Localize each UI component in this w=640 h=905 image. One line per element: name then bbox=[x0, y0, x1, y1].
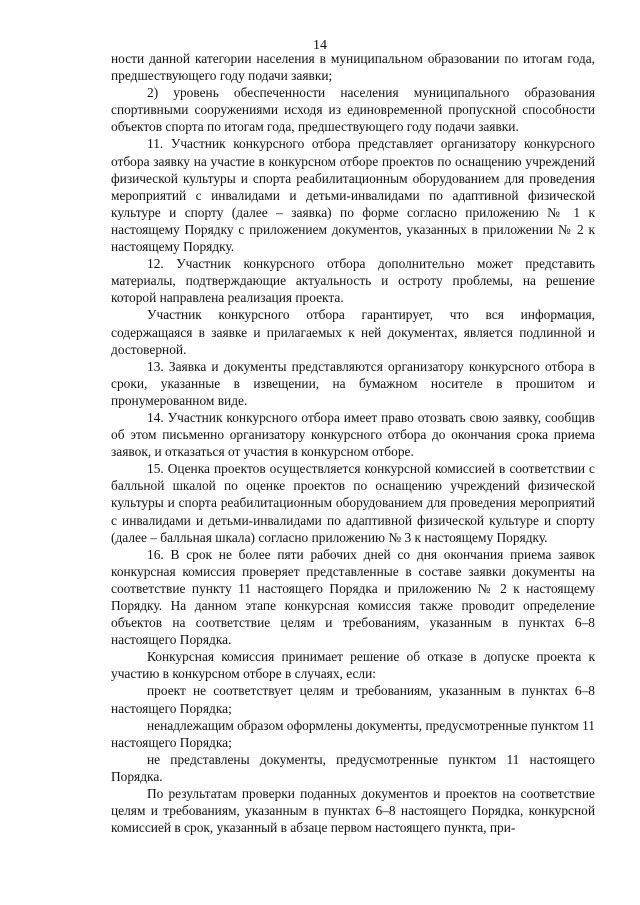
paragraph: 2) уровень обеспеченности населения муниципального образования спортивными сооружениями исходя из единовременной пропускной способности объектов спорта по итогам года, предшествующего году подачи заявки. bbox=[111, 85, 595, 135]
paragraph: ненадлежащим образом оформлены документы, предусмотренные пунктом 11 настоящего Порядка; bbox=[111, 717, 595, 750]
paragraph: проект не соответствует целям и требованиям, указанным в пунктах 6–8 настоящего Порядка; bbox=[111, 683, 595, 716]
paragraph: не представлены документы, предусмотренные пунктом 11 настоящего Порядка. bbox=[111, 751, 595, 784]
page-number: 14 bbox=[313, 38, 327, 53]
paragraph-item-16: 16. В срок не более пяти рабочих дней со дня окончания приема заявок конкурсная комиссия проверяет представленные в составе заявки документы на соответствие пункту 11 настоящего Порядка и приложению № 2 к настоящему Порядку. На данном этапе конкурсная комиссия также проводит определение объектов на соответствие целям и требованиям, указанным в пунктах 6–8 настоящего Порядка. bbox=[111, 546, 595, 648]
paragraph-item-11: 11. Участник конкурсного отбора представляет организатору конкурсного отбора заявку на участие в конкурсном отборе проектов по оснащению учреждений физической культуры и спорта реабилитационным оборудованием для проведения мероприятий с инвалидами и детьми-инвалидами по адаптивной физической культуре и спорту (далее – заявка) по форме согласно приложению № 1 к настоящему Порядку с приложением документов, указанных в приложении № 2 к настоящему Порядку. bbox=[111, 136, 595, 255]
paragraph: Конкурсная комиссия принимает решение об отказе в допуске проекта к участию в конкурсном отборе в случаях, если: bbox=[111, 649, 595, 682]
paragraph: По результатам проверки поданных документов и проектов на соответствие целям и требованиям, указанным в пунктах 6–8 настоящего Порядка, конкурсной комиссией в срок, указанный в абзаце первом настоящего пункта, при- bbox=[111, 786, 595, 836]
paragraph-item-14: 14. Участник конкурсного отбора имеет право отозвать свою заявку, сообщив об этом письменно организатору конкурсного отбора до окончания срока приема заявок, и отказаться от участия в конкурсном отборе. bbox=[111, 409, 595, 460]
paragraph: Участник конкурсного отбора гарантирует, что вся информация, содержащаяся в заявке и прилагаемых к ней документах, является подлинной и достоверной. bbox=[111, 307, 595, 357]
document-body bbox=[111, 50, 595, 836]
paragraph-item-15: 15. Оценка проектов осуществляется конкурсной комиссией в соответствии с балльной шкалой по оценке проектов по оснащению учреждений физической культуры и спорта реабилитационным оборудованием для проведения мероприятий с инвалидами и детьми-инвалидами по адаптивной физической культуре и спорту (далее – балльная шкала) согласно приложению № 3 к настоящему Порядку. bbox=[111, 461, 595, 545]
paragraph-item-13: 13. Заявка и документы представляются организатору конкурсного отбора в сроки, указанные в извещении, на бумажном носителе в прошитом и пронумерованном виде. bbox=[111, 358, 595, 408]
paragraph-item-12: 12. Участник конкурсного отбора дополнительно может представить материалы, подтверждающие актуальность и остроту проблемы, на решение которой направлена реализация проекта. bbox=[111, 256, 595, 306]
paragraph-continued: ности данной категории населения в муниципальном образовании по итогам года, предшествующего году подачи заявки; bbox=[111, 51, 595, 84]
